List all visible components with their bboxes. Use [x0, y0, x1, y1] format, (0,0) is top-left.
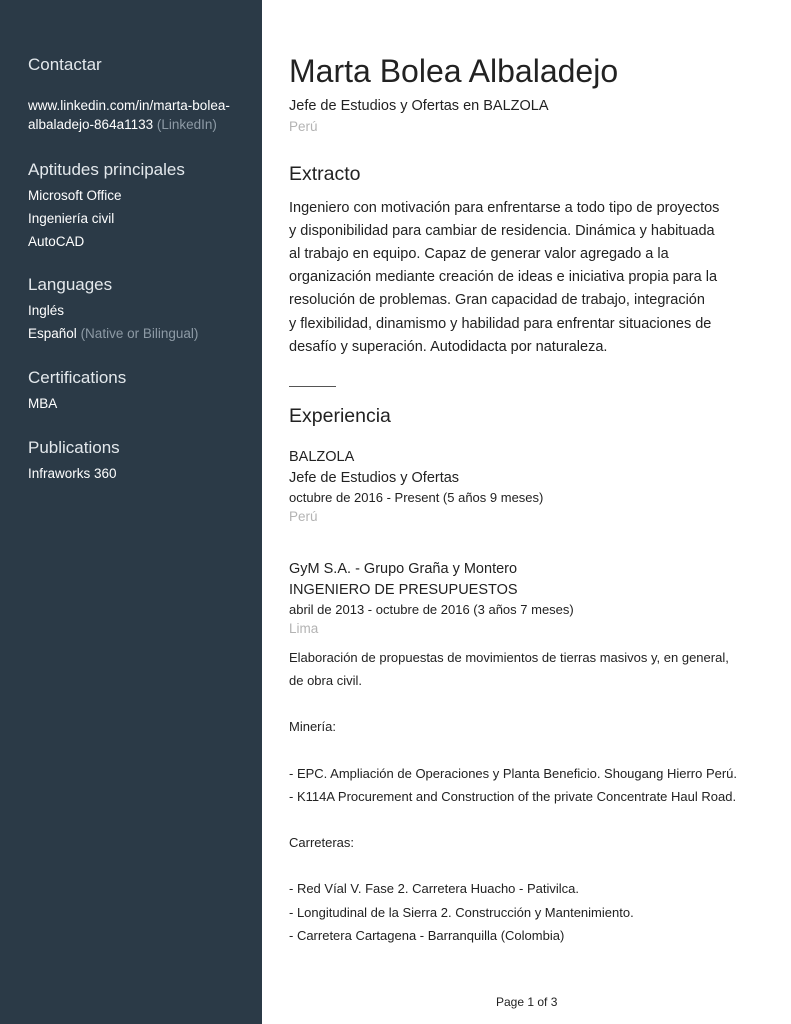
- experience-heading: Experiencia: [289, 405, 391, 427]
- linkedin-label: (LinkedIn): [156, 117, 217, 132]
- summary-line: y flexibilidad, dinamismo y habilidad para enfrentar situaciones de: [289, 316, 712, 332]
- languages-heading: Languages: [28, 275, 113, 294]
- certification-item: MBA: [28, 396, 58, 411]
- summary-line: organización mediante creación de ideas e iniciativa propia para la: [289, 269, 718, 285]
- job-description-line: - EPC. Ampliación de Operaciones y Planta Beneficio. Shougang Hierro Perú.: [289, 766, 738, 781]
- job-description-line: - Longitudinal de la Sierra 2. Construcción y Mantenimiento.: [289, 905, 634, 920]
- job-description-line: Elaboración de propuestas de movimientos de tierras masivos y, en general,: [289, 650, 729, 665]
- summary-heading: Extracto: [289, 163, 361, 185]
- contact-heading: Contactar: [28, 55, 102, 74]
- language-item: Inglés: [28, 303, 65, 318]
- job-description-line: - Red Víal V. Fase 2. Carretera Huacho - Pativilca.: [289, 881, 579, 896]
- language-level: (Native or Bilingual): [80, 326, 199, 341]
- page-number: Page 1 of 3: [496, 995, 558, 1009]
- job-description-line: Carreteras:: [289, 835, 355, 850]
- skill-item: Ingeniería civil: [28, 211, 115, 226]
- section-divider: [289, 386, 336, 387]
- job-title: INGENIERO DE PRESUPUESTOS: [289, 582, 518, 598]
- summary-line: desafío y superación. Autodidacta por naturaleza.: [289, 339, 608, 355]
- summary-line: Ingeniero con motivación para enfrentarse a todo tipo de proyectos: [289, 200, 720, 216]
- skill-item: AutoCAD: [28, 234, 85, 249]
- language-item: [28, 326, 198, 341]
- job-title: Jefe de Estudios y Ofertas: [289, 470, 460, 486]
- job-description-line: - K114A Procurement and Construction of the private Concentrate Haul Road.: [289, 789, 737, 804]
- job-location: Perú: [289, 509, 318, 524]
- job-description-line: - Carretera Cartagena - Barranquilla (Colombia): [289, 928, 565, 943]
- linkedin-url-part[interactable]: albaladejo-864a1133: [28, 117, 154, 132]
- job-location: Lima: [289, 621, 319, 636]
- sidebar: [0, 0, 262, 1024]
- job-company: BALZOLA: [289, 449, 355, 465]
- skill-item: Microsoft Office: [28, 188, 122, 203]
- linkedin-link[interactable]: www.linkedin.com/in/marta-bolea-: [28, 98, 230, 113]
- profile-headline: Jefe de Estudios y Ofertas en BALZOLA: [289, 98, 549, 114]
- certifications-heading: Certifications: [28, 368, 127, 387]
- job-dates: octubre de 2016 - Present (5 años 9 meses): [289, 490, 544, 505]
- summary-line: resolución de problemas. Gran capacidad de trabajo, integración: [289, 292, 705, 308]
- summary-line: al trabajo en equipo. Capaz de generar valor agregado a la: [289, 246, 669, 262]
- job-company: GyM S.A. - Grupo Graña y Montero: [289, 561, 518, 577]
- publications-heading: Publications: [28, 438, 120, 457]
- publication-item: Infraworks 360: [28, 466, 117, 481]
- job-dates: abril de 2013 - octubre de 2016 (3 años 7 meses): [289, 602, 574, 617]
- job-description-line: Minería:: [289, 719, 336, 734]
- job-description-line: de obra civil.: [289, 673, 362, 688]
- language-name: Español: [28, 326, 77, 341]
- linkedin-link-cont[interactable]: [28, 117, 217, 132]
- profile-name: Marta Bolea Albaladejo: [289, 53, 619, 89]
- skills-heading: Aptitudes principales: [28, 160, 185, 179]
- summary-line: y disponibilidad para cambiar de residencia. Dinámica y habituada: [289, 223, 715, 239]
- profile-location: Perú: [289, 119, 318, 134]
